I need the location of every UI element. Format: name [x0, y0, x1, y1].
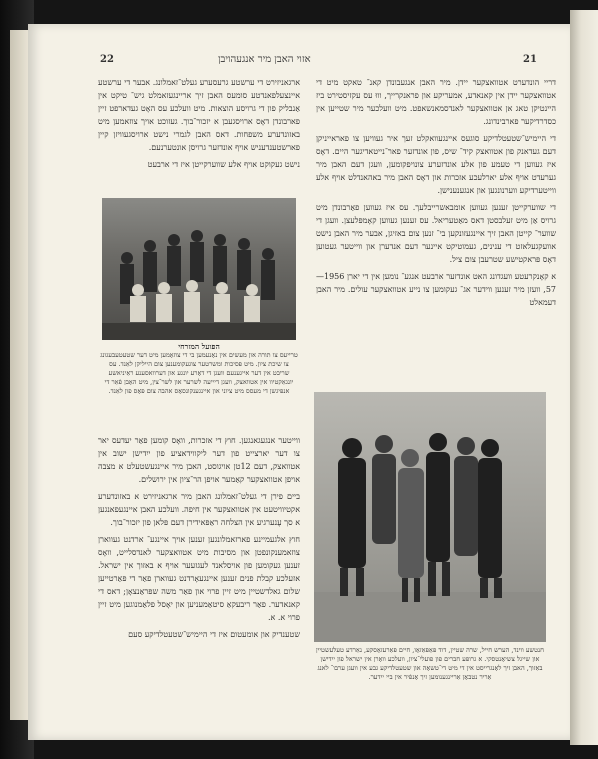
left-page-edge: [10, 30, 28, 720]
paragraph: דריי הונדערט אטוואצקער יידן. מיר האבן אנגעבונדן קאנ־ טאקט מיט די אטוואצקער יידן אין קאנאדע, אמעריקע און פראנקרייך, וווּ עס עקזיסטירט ביז היינטיקן טאג אן אטוואצקער לאנדסמאנשאפט. מיט וועלכער מיר שטייען אין כסדרדיקער פארבינדונג.: [316, 78, 556, 126]
bottom-photo-caption: [314, 646, 546, 682]
left-column-text-top: [98, 76, 300, 175]
left-page-number: 22: [100, 54, 114, 65]
paragraph: חוץ אלגעמיינע פארזאמלונגען זענען אויך איינגע־ ארדנט געווארן צוזאמענקונפטן און מסיבות מיט אטוואצקער לאנדסלייט, וואָס זענען געקומען פון אויסלאנד לעגזעער אויף א באזוך אין ישראל. אזעלכע קבלת פנים זענען איינגעאָרדנט געווארן פאַר די פּאַרטייען שלום גאלדשטיין מיט זיין פרוי און פאַר משה שפּראַנצאָן; דאס די קאנאדער. פאַר ריבעקאַ סיטאַמעניען און יאָסל פלאַמנוגען מיט זיין פרוי א. א.: [98, 535, 300, 622]
paragraph: ווייטער אנגעגאנגען. חוץ די אזכרות, וואָס קומען פאַר יעדעס יאר צו דער יארצייט פון דער ליקווידאציע פון ייִדישן ישוב אין אטוואצק, דעם 12טן אויגוסט, האבן מיר איינגעשטעלט א מצבה אויפן אטוואצקער קאַמער אויפן הר־ציון אין ירושלים.: [98, 436, 300, 484]
paragraph: א קאָנקרעטע וועגדונג האט אונדזער ארבעט אנגע־ נומען אין די יארן 1956—57, וועזן מיר זענען ווידער אג־ געקומען צו נייע אטוואצקער עולים. מיר האבן דעמאלט: [316, 272, 556, 307]
paragraph: שטענדיק און אומעטום איז די היימיש־שטעטלדיקע סעם: [128, 630, 300, 639]
paragraph: ארגאניזירט די ערשטע גרעסערע געלט־זאמלונג. אבער די ערשטע איינצעלפאנדטע סומעס האבן זיך אריינגעזאמלט גיש־ טיקט אין אַנבליק פון די גרויסע הוצאות. מיט וועלכע עס האָט געדארפט זיין פארבונדן דאָס ארויסגעבן א יזכור־בוך. געזוכט אויך צוזאמען מיט באזונדערע משפחות. דאס האבן לגמרי נישט ארויסגעוויזן קיין פארשטענדעניש אויף אונדזער גרויסן אונטערנעם.: [98, 78, 300, 152]
right-column-text: [316, 76, 556, 313]
running-title: אזוי האבן מיר אנגעהויבן: [218, 54, 311, 65]
next-page-edge: [570, 10, 598, 745]
book-page: [28, 24, 570, 740]
photo-figures: [314, 392, 546, 642]
top-photo-caption: [100, 342, 298, 396]
caption-text: חנטשע ווינד, הערש חייל, שרה שטיין, דוד פּאַפּאַזאָו, חיים פּאַרעזאָסקע, נאַרדע טעלעשטיין און שייגל צשיאָנטסקי. א גרופּע חברים פון פועלי־ציון, וועלכע וואָרן אין ישראל פון ייִדישן באַזוך, האבן זיך לאָנגרייסט אין די מיט די־טשאָה און שטעטלדיקע גבע אין וועגן ערבו־ לאנג אַריר נטבאָן אַריינגענומען זיך אָנפֿיר אין ביי ייִדער.: [315, 646, 545, 681]
left-column-text-bottom: [98, 434, 300, 645]
caption-title: הפועל המזרחי: [178, 342, 220, 351]
photo-figures: [102, 198, 296, 340]
right-page-number: 21: [523, 54, 537, 65]
group-photo-top: [102, 198, 296, 340]
paragraph: די היימיש־שטעטלדיקע סוגעס איינגעוואקלט זעך איר געוויען צו פאראייניקן דעם געדאנק פון אטוואצק קיד־ שיס, פון אונדזער פאר־נייטאדיגער היים. דאָס איז געווען די טעמע פון אלע אונדזערע צונויפקומען, וועגן דעם האבן מיר גערעדט אויף אלע יארלעכע אזכרות און דאָס האבן מיר באהאנדלט אויף אלע ווייטערדיקע ווערנונגען און אנגענענישן.: [316, 134, 556, 195]
paragraph: נישט געקוקט אויף אלע שווערקייטן איז די ארבעט: [147, 160, 300, 169]
paragraph: די שווערקייטן זענען געווען אומבאשרייבלעך. עס איז געווען פאַרבונדן מיט גרויס אַן מיט זעלבסטן דאס מאַטעריאל. עס זענען געווען קאָמפּלעצן. וועגן די שווער־ קייטן האבן זיך איינגעזונקען בי־ זנען צום באזיגן, אבער מיר האבן נישט אוועקגעלאזט די ענינים, געמוטיקט איינער דעם אנדערן און ווייטער געטוען דאָס פּראקטישע שטרעבן צום ציל.: [316, 203, 556, 264]
group-photo-bottom: [314, 392, 546, 642]
paragraph: ביים פירן די געלט־זאמלונג האבן מיר ארגאניזירט א באזונדערע אקטיוויטעט אין אטוואצקער אין חיפה. וועלכע האבן איינגעפאנגען א סך עֶנערגיע אין הצלחה ראַפּאידירן דעם פּלאן פון יזכור־בוך.: [98, 492, 300, 527]
caption-text: טרייעס צו תורה און מעשים אין נאָנעמען בי די צוזאָמען מיט דער שטעטעבעגונג צו שיכת ציון. מיט פּסיכות ומשרטער צוגעקומענען צום הייליקן לאַנד. עס שריבט אין דער אייגענעם וועגן די דאָרע יונגע און דערוואסענע ראַיניאשע יונגאַקטיוו אין אטוואצק, וועגן דיייעה לשרער און לשר־צין, מיט האָבן פֿאַר די אנפּיגשן די מעסס מיט ציוני און איינגענקונסאָס אהבה צום פּאָס פון לאַנד.: [100, 351, 298, 395]
